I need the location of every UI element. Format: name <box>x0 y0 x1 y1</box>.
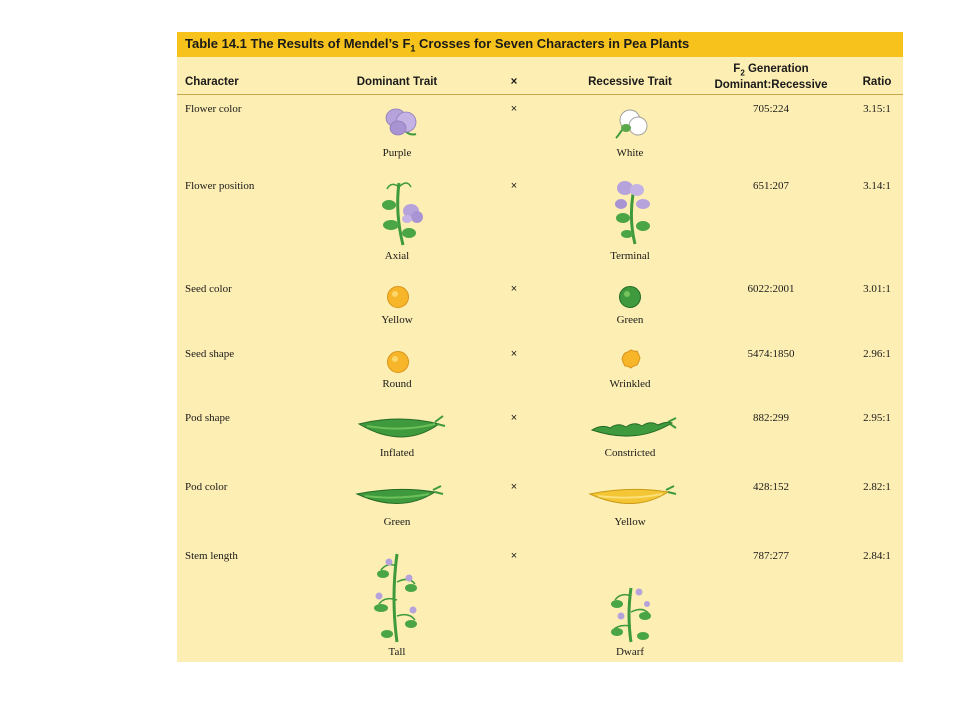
wrinkled-seed-icon <box>620 348 642 370</box>
dwarf-plant-icon <box>605 584 657 644</box>
dominant-trait-label: Round <box>382 378 412 390</box>
row-ratio: 2.95:1 <box>863 412 891 424</box>
f2-prefix: F <box>733 63 741 75</box>
header-ratio: Ratio <box>862 76 892 88</box>
header-f2-generation <box>714 63 827 91</box>
recessive-trait-label: Constricted <box>604 447 656 459</box>
row-counts: 882:299 <box>752 412 790 424</box>
recessive-trait-label: Dwarf <box>615 646 645 658</box>
dominant-trait-label: Tall <box>388 646 406 658</box>
yellow-seed-icon <box>386 285 410 309</box>
f2-line2: Dominant:Recessive <box>714 79 828 92</box>
green-seed-icon <box>618 285 642 309</box>
header-character: Character <box>185 76 239 88</box>
row-ratio: 3.01:1 <box>863 283 891 295</box>
row-cross-symbol: × <box>510 283 518 295</box>
header-divider <box>177 94 903 95</box>
dominant-trait-label: Purple <box>382 147 412 159</box>
f2-line1: Generation <box>744 63 809 75</box>
dominant-trait-label: Yellow <box>381 314 413 326</box>
row-cross-symbol: × <box>510 348 518 360</box>
row-cross-symbol: × <box>510 103 518 115</box>
header-dominant: Dominant Trait <box>356 76 438 88</box>
dominant-trait-label: Axial <box>384 250 410 262</box>
table-title <box>185 36 689 54</box>
row-counts: 705:224 <box>752 103 790 115</box>
f2-subscript: 2 <box>740 68 745 78</box>
row-counts: 6022:2001 <box>747 283 795 295</box>
row-cross-symbol: × <box>510 180 518 192</box>
round-seed-icon <box>386 350 410 374</box>
row-ratio: 2.82:1 <box>863 481 891 493</box>
row-cross-symbol: × <box>510 481 518 493</box>
recessive-trait-label: Green <box>616 314 644 326</box>
row-character: Pod color <box>185 481 228 493</box>
row-counts: 5474:1850 <box>747 348 795 360</box>
row-counts: 787:277 <box>752 550 790 562</box>
constricted-pod-icon <box>590 416 678 444</box>
terminal-flower-plant-icon <box>607 180 657 246</box>
title-bar <box>177 32 903 57</box>
title-suffix: Crosses for Seven Characters in Pea Plants <box>415 36 690 51</box>
row-character: Flower position <box>185 180 255 192</box>
recessive-trait-label: Yellow <box>614 516 646 528</box>
title-subscript: 1 <box>410 43 416 54</box>
row-counts: 428:152 <box>752 481 790 493</box>
inflated-pod-icon <box>357 414 447 444</box>
row-character: Stem length <box>185 550 238 562</box>
row-character: Seed color <box>185 283 232 295</box>
recessive-trait-label: White <box>616 147 644 159</box>
recessive-trait-label: Terminal <box>610 250 650 262</box>
recessive-trait-label: Wrinkled <box>609 378 651 390</box>
row-character: Pod shape <box>185 412 230 424</box>
dominant-trait-label: Green <box>383 516 411 528</box>
header-recessive: Recessive Trait <box>588 76 672 88</box>
green-pod-icon <box>355 482 445 510</box>
row-character: Flower color <box>185 103 242 115</box>
row-ratio: 3.15:1 <box>863 103 891 115</box>
row-counts: 651:207 <box>752 180 790 192</box>
row-ratio: 2.84:1 <box>863 550 891 562</box>
title-prefix: Table 14.1 The Results of Mendel’s F <box>185 36 411 51</box>
dominant-trait-label: Inflated <box>379 447 415 459</box>
row-ratio: 3.14:1 <box>863 180 891 192</box>
yellow-pod-icon <box>588 482 678 510</box>
purple-flower-icon <box>382 104 422 140</box>
row-cross-symbol: × <box>510 550 518 562</box>
row-cross-symbol: × <box>510 412 518 424</box>
mendel-results-table <box>177 32 903 662</box>
tall-plant-icon <box>369 552 425 644</box>
row-character: Seed shape <box>185 348 235 360</box>
white-flower-icon <box>614 106 650 140</box>
row-ratio: 2.96:1 <box>863 348 891 360</box>
header-cross: × <box>510 76 518 88</box>
axial-flower-plant-icon <box>377 179 427 247</box>
